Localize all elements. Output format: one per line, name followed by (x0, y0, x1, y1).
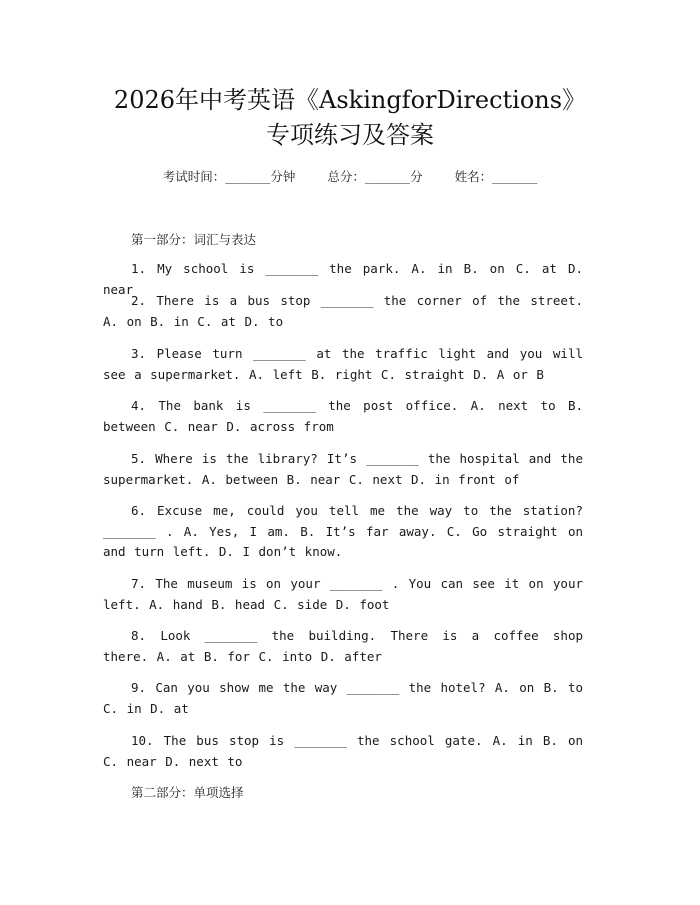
question-item-10: 10. The bus stop is _______ the school gate. A. in B. on C. near D. next to (103, 733, 583, 769)
question-item-3: 3. Please turn _______ at the traffic light and you will see a supermarket. A. left B. right C. straight D. A or B (103, 346, 583, 382)
exam-info-line (0, 168, 700, 186)
section-heading-part2: 第二部分：单项选择 (131, 785, 244, 800)
question-item-5: 5. Where is the library? It’s _______ the hospital and the supermarket. A. between B. near C. next D. in front of (103, 451, 583, 487)
question-item-7: 7. The museum is on your _______ . You can see it on your left. A. hand B. head C. side D. foot (103, 576, 583, 612)
question-item-6: 6. Excuse me, could you tell me the way to the station? _______ . A. Yes, I am. B. It’s far away. C. Go straight on and turn left. D. I don’t know. (103, 503, 583, 559)
question-item-1: 1. My school is _______ the park. A. in B. on C. at D. near (103, 261, 583, 297)
question-item-9: 9. Can you show me the way _______ the hotel? A. on B. to C. in D. at (103, 680, 583, 716)
question-item-2: 2. There is a bus stop _______ the corner of the street. A. on B. in C. at D. to (103, 293, 583, 329)
question-item-4: 4. The bank is _______ the post office. A. next to B. between C. near D. across from (103, 398, 583, 434)
question-item-8: 8. Look _______ the building. There is a coffee shop there. A. at B. for C. into D. after (103, 628, 583, 664)
document-title: 2026年中考英语《AskingforDirections》 (113, 86, 587, 114)
total-score-field: 总分：______分 (327, 169, 423, 184)
student-name-field: 姓名：______ (454, 169, 538, 184)
exam-time-field: 考试时间：______分钟 (162, 169, 296, 184)
document-subtitle: 专项练习及答案 (266, 121, 434, 149)
section-heading-part1: 第一部分：词汇与表达 (131, 232, 257, 247)
